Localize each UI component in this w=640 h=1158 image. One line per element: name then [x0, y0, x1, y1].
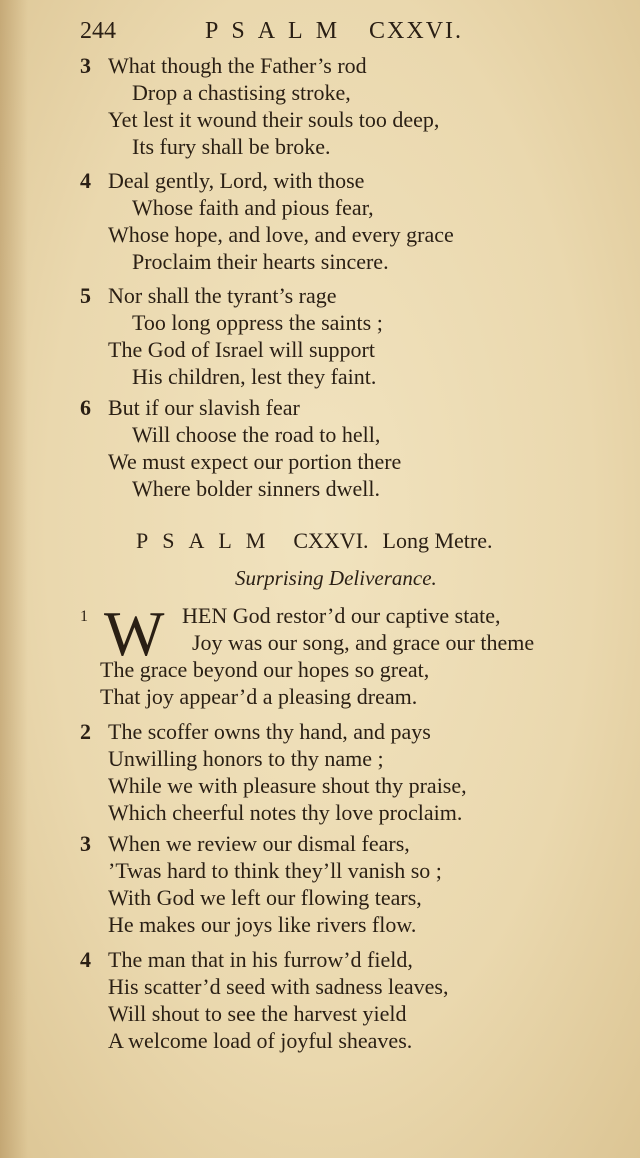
- stanza-number: 4: [80, 947, 91, 972]
- verse-line: Its fury shall be broke.: [132, 134, 331, 159]
- verse-line: While we with pleasure shout thy praise,: [108, 773, 467, 798]
- stanza-3: [80, 52, 640, 160]
- psalm-stanza-3: [80, 830, 640, 938]
- verse-line: When we review our dismal fears,: [108, 831, 410, 856]
- psalm-stanza-4: [80, 946, 640, 1054]
- verse-line: Drop a chastising stroke,: [132, 80, 351, 105]
- verse-line: Proclaim their hearts sincere.: [132, 249, 389, 274]
- verse-line: The God of Israel will support: [108, 337, 375, 362]
- psalm-stanza-2: [80, 718, 640, 826]
- psalm-heading: [136, 528, 493, 554]
- running-title-number: CXXVI.: [369, 18, 464, 44]
- stanza-number: 3: [80, 831, 91, 856]
- stanza-number: 3: [80, 53, 91, 78]
- stanza-number: 1: [80, 608, 88, 625]
- verse-line: Nor shall the tyrant’s rage: [108, 283, 337, 308]
- verse-line: The man that in his furrow’d field,: [108, 947, 413, 972]
- psalm-heading-word: PSALM: [136, 528, 280, 553]
- verse-line: His children, lest they faint.: [132, 364, 377, 389]
- psalm-heading-number: CXXVI.: [293, 528, 369, 553]
- verse-line: The scoffer owns thy hand, and pays: [108, 719, 431, 744]
- running-title-word: PSALM: [205, 18, 351, 44]
- verse-line: Which cheerful notes thy love proclaim.: [108, 800, 463, 825]
- stanza-number: 6: [80, 395, 91, 420]
- psalm-stanza-1: [80, 598, 640, 710]
- verse-line: Unwilling honors to thy name ;: [108, 746, 384, 771]
- verse-line: Too long oppress the saints ;: [132, 310, 383, 335]
- stanza-5: [80, 282, 640, 390]
- stanza-number: 2: [80, 719, 91, 744]
- verse-line: Deal gently, Lord, with those: [108, 168, 365, 193]
- verse-line: Will choose the road to hell,: [132, 422, 381, 447]
- verse-line: His scatter’d seed with sadness leaves,: [108, 974, 449, 999]
- page-edge-shadow: [0, 0, 28, 1158]
- verse-line: We must expect our portion there: [108, 449, 402, 474]
- verse-line: He makes our joys like rivers flow.: [108, 912, 417, 937]
- verse-line: The grace beyond our hopes so great,: [100, 657, 430, 682]
- stanza-6: [80, 394, 640, 502]
- verse-line: Yet lest it wound their souls too deep,: [108, 107, 440, 132]
- psalm-subtitle: Surprising Deliverance.: [235, 566, 437, 590]
- verse-line: That joy appear’d a pleasing dream.: [100, 684, 418, 709]
- running-head: [80, 18, 560, 50]
- running-title: [205, 18, 463, 45]
- verse-line: HEN God restor’d our captive state,: [182, 603, 501, 628]
- stanza-4: [80, 167, 640, 275]
- verse-line: What though the Father’s rod: [108, 53, 367, 78]
- verse-line: Will shout to see the harvest yield: [108, 1001, 407, 1026]
- verse-line: But if our slavish fear: [108, 395, 300, 420]
- verse-line: A welcome load of joyful sheaves.: [108, 1028, 413, 1053]
- verse-line: With God we left our flowing tears,: [108, 885, 422, 910]
- verse-line: ’Twas hard to think they’ll vanish so ;: [108, 858, 442, 883]
- psalm-heading-metre: Long Metre.: [382, 528, 493, 553]
- verse-line: Whose faith and pious fear,: [132, 195, 374, 220]
- verse-line: Whose hope, and love, and every grace: [108, 222, 454, 247]
- stanza-number: 5: [80, 283, 91, 308]
- verse-line: Where bolder sinners dwell.: [132, 476, 381, 501]
- verse-line: Joy was our song, and grace our theme: [192, 630, 535, 655]
- drop-cap: W: [104, 598, 165, 669]
- page-number: 244: [80, 18, 116, 44]
- stanza-number: 4: [80, 168, 91, 193]
